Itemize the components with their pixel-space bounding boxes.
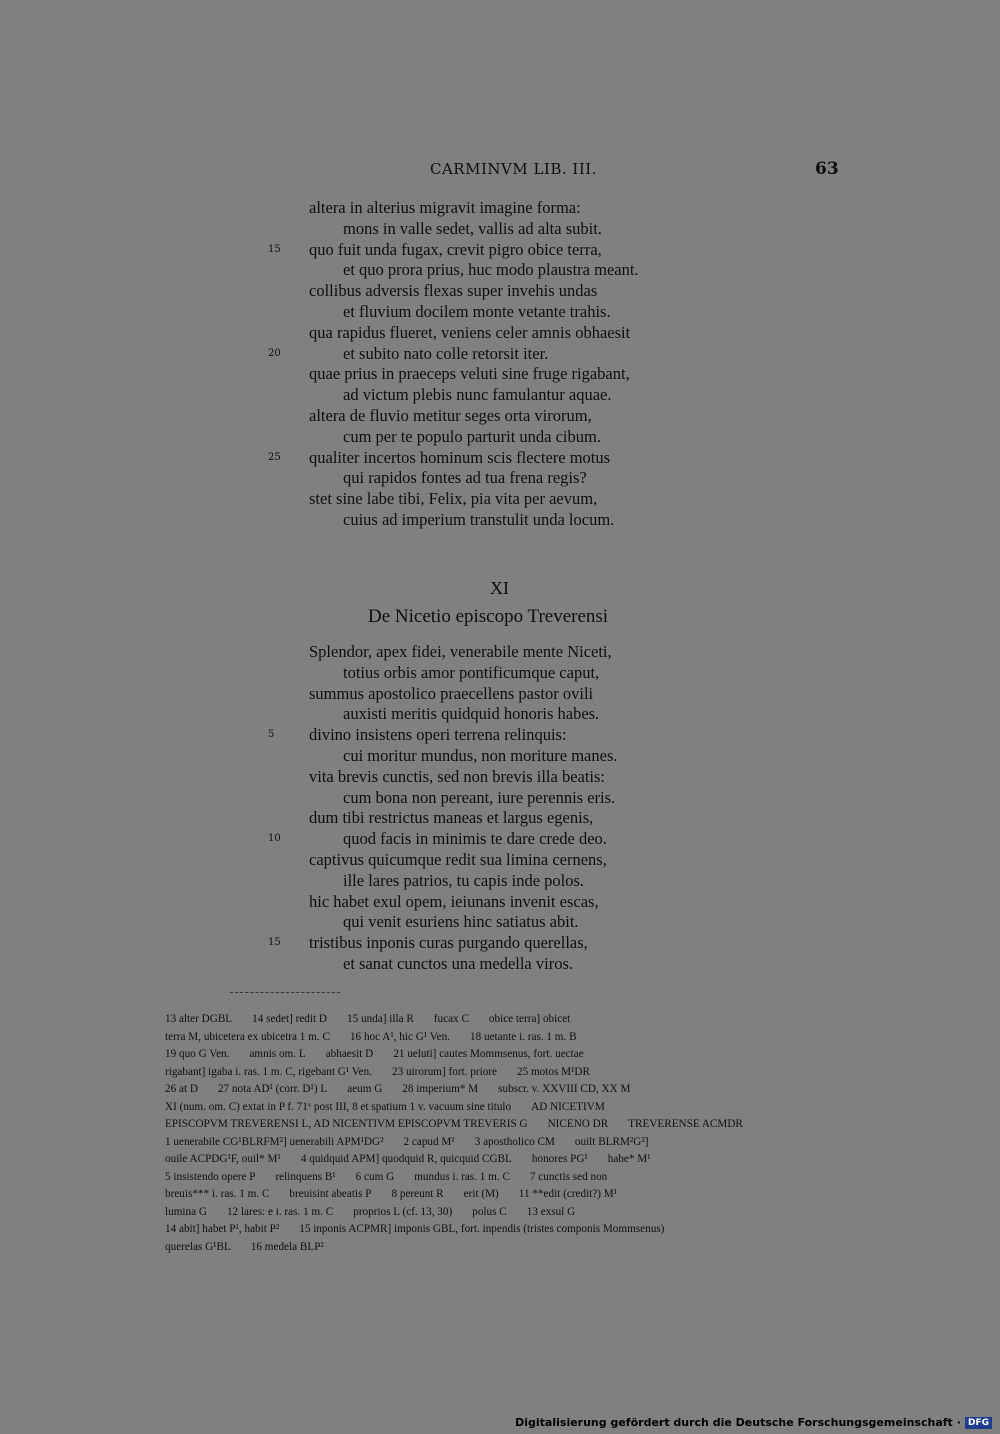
verse-line: auxisti meritis quidquid honoris habes. [343, 704, 600, 724]
verse-line: mons in valle sedet, vallis ad alta subit. [343, 218, 602, 238]
verse-line: qui rapidos fontes ad tua frena regis? [343, 468, 587, 488]
apparatus-entry: AD NICETIVM [531, 1100, 605, 1113]
apparatus-line [165, 1046, 604, 1064]
apparatus-entry: 16 hoc A¹, hic G¹ Ven. [349, 1030, 450, 1043]
apparatus-line [165, 1134, 668, 1152]
verse-line: altera in alterius migravit imagine forma: [309, 198, 581, 217]
verse-line: captivus quicumque redit sua limina cernens, [309, 850, 607, 869]
apparatus-line [165, 1186, 637, 1204]
verse-line: quo fuit unda fugax, crevit pigro obice terra, [309, 239, 602, 259]
apparatus-entry: polus C [472, 1205, 507, 1218]
line-number: 15 [268, 937, 281, 949]
poem-title: De Nicetio episcopo Treverensi [368, 606, 609, 627]
line-number: 25 [268, 451, 281, 463]
verse-line: hic habet exul opem, ieiunans invenit escas, [309, 891, 599, 911]
apparatus-entry: rigabant] igaba i. ras. 1 m. C, rigebant G¹ Ven. [165, 1065, 372, 1078]
apparatus-entry: EPISCOPVM TREVERENSI L, AD NICENTIVM EPISCOPVM TREVERIS G [165, 1118, 528, 1130]
page-number: 63 [815, 159, 839, 179]
apparatus-entry: aeum G [347, 1083, 383, 1095]
apparatus-entry: XI (num. om. C) extat in P f. 71ᵛ post III, 8 et spatium 1 v. vacuum sine titulo [165, 1100, 512, 1113]
verse-line: dum tibi restrictus maneas et largus egenis, [309, 808, 594, 828]
apparatus-line [165, 1011, 590, 1029]
apparatus-entry: 19 quo G Ven. [165, 1048, 230, 1060]
verse-line: collibus adversis flexas super invehis undas [309, 281, 598, 301]
verse-line: cuius ad imperium transtulit unda locum. [343, 510, 615, 529]
verse-line: vita brevis cunctis, sed non brevis illa beatis: [309, 766, 606, 786]
verse-line: tristibus inponis curas purgando querellas, [309, 933, 588, 953]
verse-line: summus apostolico praecellens pastor ovili [309, 683, 594, 703]
apparatus-entry: honores PG¹ [531, 1153, 588, 1165]
apparatus-entry: 25 motos M¹DR [516, 1065, 590, 1078]
apparatus-entry: NICENO DR [547, 1118, 609, 1130]
apparatus-entry: 7 cunctis sed non [529, 1170, 608, 1183]
apparatus-entry: erit (M) [463, 1188, 499, 1200]
apparatus-entry: proprios L (cf. 13, 30) [353, 1205, 453, 1218]
apparatus-entry: 14 sedet] redit D [252, 1013, 327, 1025]
verse-line: quod facis in minimis te dare crede deo. [343, 829, 607, 849]
line-number: 20 [268, 347, 281, 359]
verse-line: qua rapidus flueret, veniens celer amnis obhaesit [309, 322, 631, 342]
apparatus-entry: habe* M¹ [607, 1153, 651, 1165]
apparatus-entry: lumina G [165, 1205, 207, 1218]
apparatus-entry: 23 uirorum] fort. priore [391, 1065, 497, 1078]
line-number: 15 [268, 243, 281, 255]
apparatus-entry: querelas G¹BL [165, 1240, 231, 1253]
apparatus-entry: 11 **edit (credit?) M¹ [518, 1188, 618, 1200]
apparatus-entry: 1 uenerabile CG¹BLRFM²] uenerabili APM¹DG² [165, 1135, 384, 1148]
credit-text: Digitalisierung gefördert durch die Deutsche Forschungsgemeinschaft [515, 1416, 953, 1429]
verse-line: et subito nato colle retorsit iter. [343, 343, 549, 363]
apparatus-entry: 18 uetante i. ras. 1 m. B [469, 1030, 577, 1043]
apparatus-entry: 27 nota AD¹ (corr. D¹) L [217, 1083, 328, 1095]
apparatus-entry: 4 quidquid APM] quodquid R, quicquid CGBL [300, 1153, 512, 1165]
verse-line: stet sine labe tibi, Felix, pia vita per aevum, [309, 489, 598, 509]
apparatus-entry: 8 pereunt R [391, 1188, 444, 1200]
apparatus-entry: terra M, ubicetera ex ubicetra 1 m. C [165, 1030, 330, 1043]
apparatus-entry: 2 capud M¹ [403, 1135, 455, 1148]
apparatus-entry: 6 cum G [355, 1170, 395, 1183]
apparatus-entry: 14 abit] habet P¹, habit P² [165, 1223, 280, 1235]
apparatus-line [165, 1029, 597, 1047]
verse-line: cui moritur mundus, non moriture manes. [343, 746, 618, 765]
apparatus-line [165, 1116, 763, 1134]
apparatus-entry: amnis om. L [249, 1048, 306, 1060]
verse-line: et sanat cunctos una medella viros. [343, 954, 574, 973]
apparatus-entry: 3 apostholico CM [474, 1135, 555, 1148]
apparatus-line [165, 1239, 344, 1257]
verse-line: ille lares patrios, tu capis inde polos. [343, 870, 585, 890]
verse-line: quae prius in praeceps veluti sine fruge rigabant, [309, 364, 630, 384]
verse-line: qualiter incertos hominum scis flectere motus [309, 447, 611, 467]
apparatus-entry: ouilt BLRM²G²] [574, 1135, 649, 1148]
apparatus-entry: abhaesit D [325, 1048, 374, 1060]
apparatus-entry: TREVERENSE ACMDR [628, 1118, 743, 1130]
apparatus-entry: breuisint abeatis P [289, 1188, 372, 1200]
apparatus-entry: 26 at D [165, 1083, 198, 1095]
apparatus-entry: 12 lares: e i. ras. 1 m. C [226, 1205, 334, 1218]
footnote-rule [230, 992, 340, 993]
apparatus-entry: obice terra] obicet [488, 1013, 571, 1025]
apparatus-entry: ouile ACPDG¹F, ouil* M¹ [165, 1153, 281, 1165]
running-title: CARMINVM LIB. III. [430, 160, 597, 178]
verse-line: Splendor, apex fidei, venerabile mente Niceti, [309, 642, 612, 661]
poem-number: XI [490, 578, 509, 598]
apparatus-entry: breuis*** i. ras. 1 m. C [165, 1188, 270, 1200]
line-number: 10 [268, 833, 281, 845]
apparatus-line [165, 1081, 650, 1099]
apparatus-line [165, 1064, 610, 1082]
apparatus-line [165, 1204, 595, 1222]
digitization-credit: Digitalisierung gefördert durch die Deutsche Forschungsgemeinschaft · DFG [515, 1416, 992, 1429]
verse-line: cum bona non pereant, iure perennis eris. [343, 787, 616, 807]
apparatus-entry: 13 exsul G [526, 1205, 576, 1218]
apparatus-line [165, 1169, 627, 1187]
apparatus-entry: subscr. v. XXVIII CD, XX M [498, 1083, 631, 1095]
apparatus-entry: 13 alter DGBL [165, 1013, 233, 1025]
verse-line: divino insistens operi terrena relinquis: [309, 725, 567, 745]
verse-line: ad victum plebis nunc famulantur aquae. [343, 385, 612, 405]
apparatus-entry: 21 ueluti] cautes Mommsenus, fort. uectae [393, 1048, 584, 1060]
apparatus-entry: fucax C [433, 1013, 469, 1025]
apparatus-entry: mundus i. ras. 1 m. C [414, 1170, 510, 1183]
apparatus-entry: 15 inponis ACPMR] imponis GBL, fort. inpendis (tristes componis Mommsenus) [299, 1223, 665, 1235]
verse-line: totius orbis amor pontificumque caput, [343, 662, 600, 682]
apparatus-entry: 15 unda] illa R [346, 1013, 414, 1025]
apparatus-entry: relinquens B¹ [275, 1170, 336, 1183]
verse-line: qui venit esuriens hinc satiatus abit. [343, 912, 579, 932]
verse-line: cum per te populo parturit unda cibum. [343, 426, 601, 446]
apparatus-entry: 28 imperium* M [402, 1083, 479, 1095]
apparatus-line [165, 1151, 671, 1169]
apparatus-line [165, 1221, 684, 1239]
verse-line: et fluvium docilem monte vetante trahis. [343, 302, 611, 321]
line-number: 5 [268, 729, 275, 741]
apparatus-entry: 16 medela BLP² [250, 1240, 324, 1253]
apparatus-entry: 5 insistendo opere P [165, 1170, 256, 1183]
verse-line: altera de fluvio metitur seges orta virorum, [309, 406, 592, 425]
dfg-logo-icon: DFG [965, 1417, 992, 1429]
apparatus-line [165, 1099, 625, 1117]
verse-line: et quo prora prius, huc modo plaustra meant. [343, 260, 639, 280]
